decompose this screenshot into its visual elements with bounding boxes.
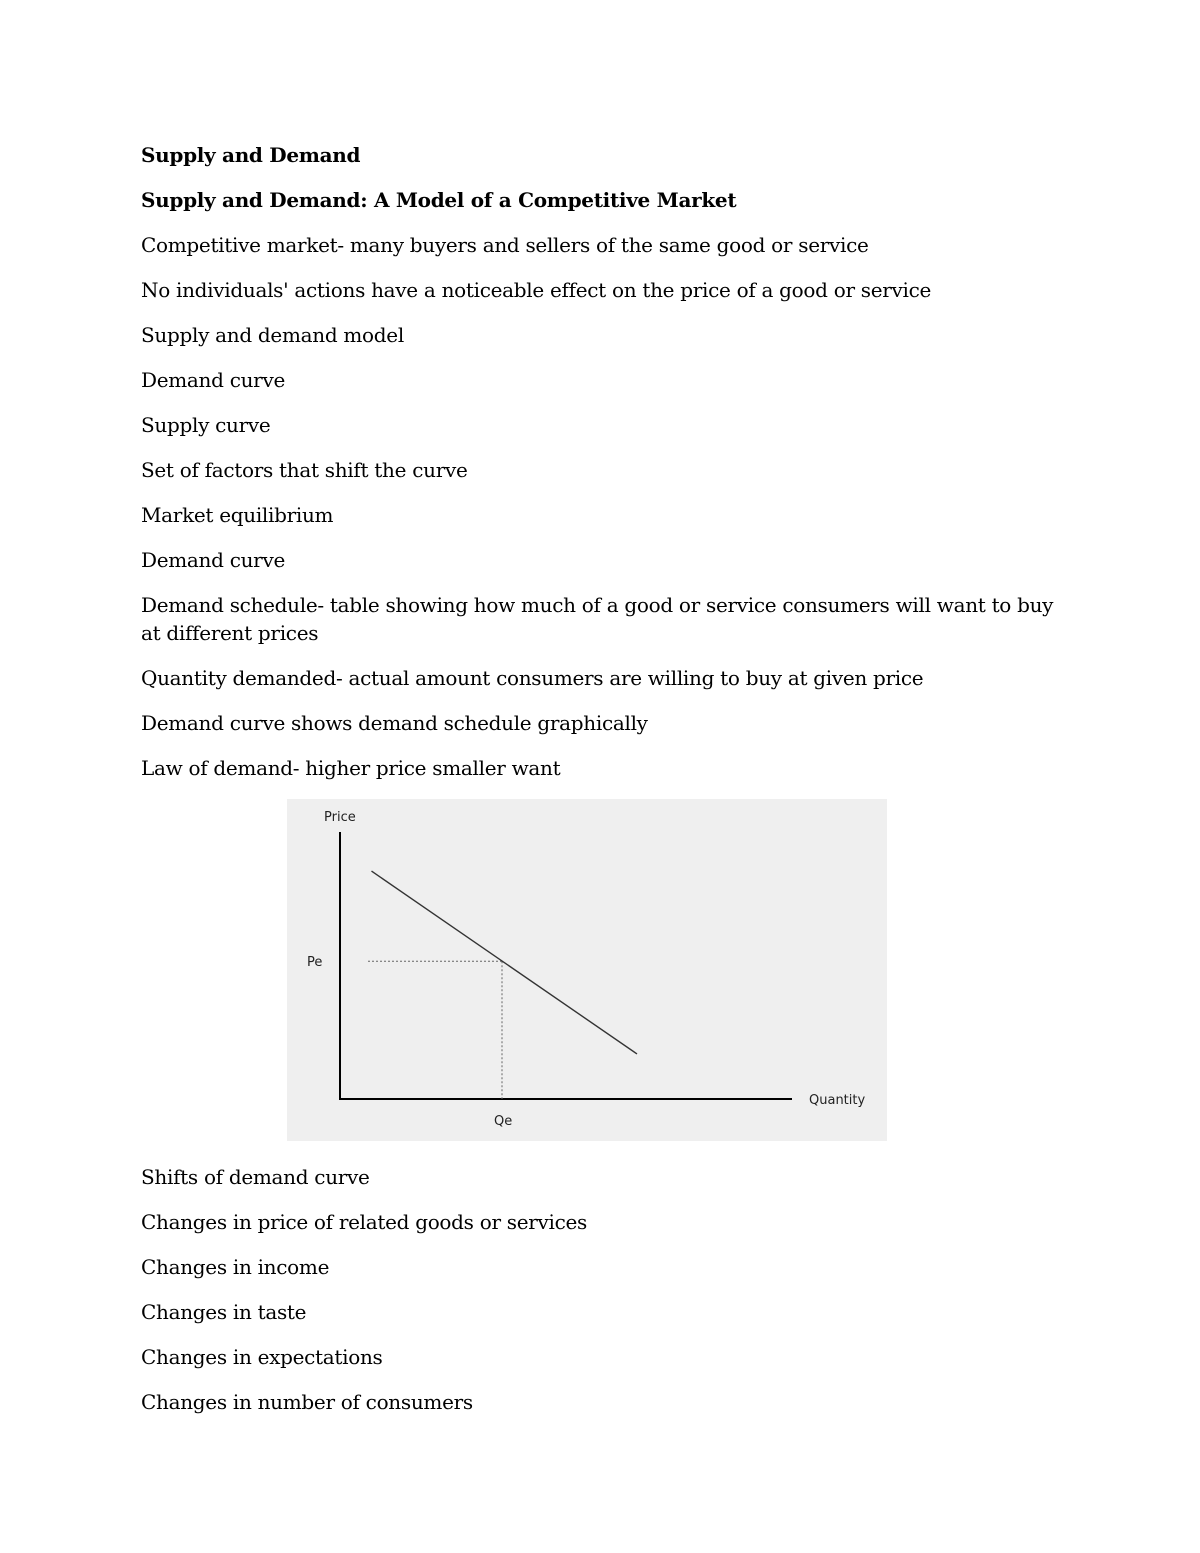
paragraph: Demand curve [141,548,285,572]
paragraph: Shifts of demand curve [141,1165,370,1189]
paragraph: Changes in price of related goods or services [141,1210,588,1234]
x-axis-label: Quantity [809,1093,866,1108]
paragraph: No individuals' actions have a noticeable effect on the price of a good or service [141,278,932,302]
y-axis-label: Price [324,810,356,825]
paragraph: Demand curve [141,368,285,392]
paragraph: Demand curve shows demand schedule graphically [141,711,648,735]
paragraph: Set of factors that shift the curve [141,458,468,482]
section-heading: Supply and Demand: A Model of a Competitive Market [141,188,737,212]
paragraph: Demand schedule- table showing how much of a good or service consumers will want to buy at different prices [141,593,1054,645]
demand-curve-line [372,871,638,1054]
document-page [141,141,1061,1433]
paragraph: Supply curve [141,413,271,437]
paragraph: Law of demand- higher price smaller want [141,756,561,780]
document-title: Supply and Demand [141,143,361,167]
demand-curve-figure [287,799,887,1141]
demand-chart [287,799,887,1141]
paragraph: Competitive market- many buyers and sellers of the same good or service [141,233,869,257]
y-tick-label-pe: Pe [307,955,323,971]
paragraph: Market equilibrium [141,503,334,527]
x-tick-label-qe: Qe [494,1114,513,1129]
paragraph: Quantity demanded- actual amount consumers are willing to buy at given price [141,666,924,690]
paragraph: Changes in expectations [141,1345,383,1369]
paragraph: Changes in number of consumers [141,1390,473,1414]
paragraph: Changes in taste [141,1300,307,1324]
paragraph: Supply and demand model [141,323,404,347]
paragraph: Changes in income [141,1255,330,1279]
